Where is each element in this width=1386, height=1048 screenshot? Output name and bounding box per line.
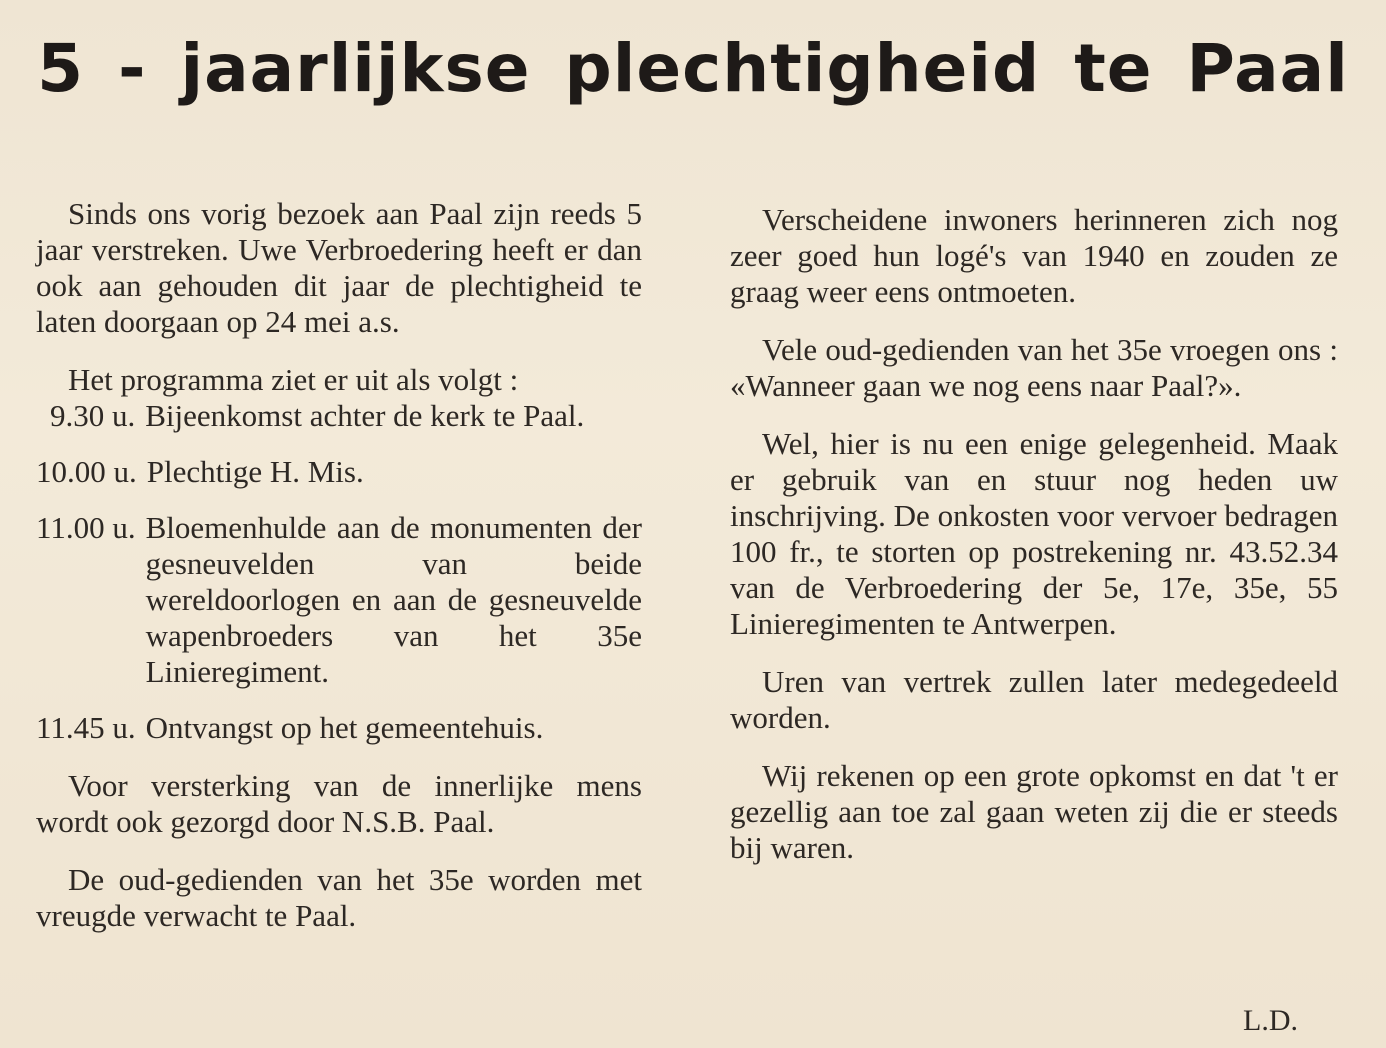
left-column	[36, 196, 642, 934]
program-text: Plechtige H. Mis.	[146, 454, 364, 489]
program-time: 10.00 u.	[36, 454, 137, 489]
inwoners-paragraph: Verscheidene inwoners herinneren zich nog zeer goed hun logé's van 1940 en zouden ze graag weer eens ontmoeten.	[730, 202, 1338, 309]
opkomst-paragraph: Wij rekenen op een grote opkomst en dat 't er gezellig aan toe zal gaan weten zij die er steeds bij waren.	[730, 758, 1338, 865]
program-text: Ontvangst op het gemeentehuis.	[145, 710, 544, 745]
program-item	[36, 710, 642, 746]
versterking-paragraph: Voor versterking van de innerlijke mens wordt ook gezorgd door N.S.B. Paal.	[36, 768, 642, 839]
intro-paragraph: Sinds ons vorig bezoek aan Paal zijn reeds 5 jaar verstreken. Uwe Verbroedering heeft er dan ook aan gehouden dit jaar de plechtigheid te laten doorgaan op 24 mei a.s.	[36, 196, 642, 339]
author-signature: L.D.	[1243, 1004, 1298, 1037]
program-time: 11.45 u.	[36, 710, 136, 745]
article-title: 5 - jaarlijkse plechtigheid te Paal	[37, 30, 1349, 107]
verwacht-paragraph: De oud-gedienden van het 35e worden met vreugde verwacht te Paal.	[36, 862, 642, 933]
gelegenheid-paragraph: Wel, hier is nu een enige gelegenheid. Maak er gebruik van en stuur nog heden uw inschrijving. De onkosten voor vervoer bedragen 100 fr., te storten op postrekening nr. 43.52.34 van de Verbroedering der 5e, 17e, 35e, 55 Linieregimenten te Antwerpen.	[730, 426, 1338, 641]
program-item	[36, 398, 642, 434]
program-text: Bijeenkomst achter de kerk te Paal.	[145, 398, 585, 433]
program-item	[36, 454, 642, 490]
program-text: Bloemenhulde aan de monumenten der gesneuvelden van beide wereldoorlogen en aan de gesneuvelde wapenbroeders van het 35e Linieregiment.	[145, 510, 642, 689]
program-time: 9.30 u.	[50, 398, 136, 433]
program-time: 11.00 u.	[36, 510, 136, 545]
program-item	[36, 510, 642, 690]
vroegen-paragraph: Vele oud-gedienden van het 35e vroegen ons : «Wanneer gaan we nog eens naar Paal?».	[730, 332, 1338, 403]
right-column	[730, 202, 1338, 866]
vertrek-paragraph: Uren van vertrek zullen later medegedeeld worden.	[730, 664, 1338, 735]
program-intro: Het programma ziet er uit als volgt :	[68, 362, 519, 397]
